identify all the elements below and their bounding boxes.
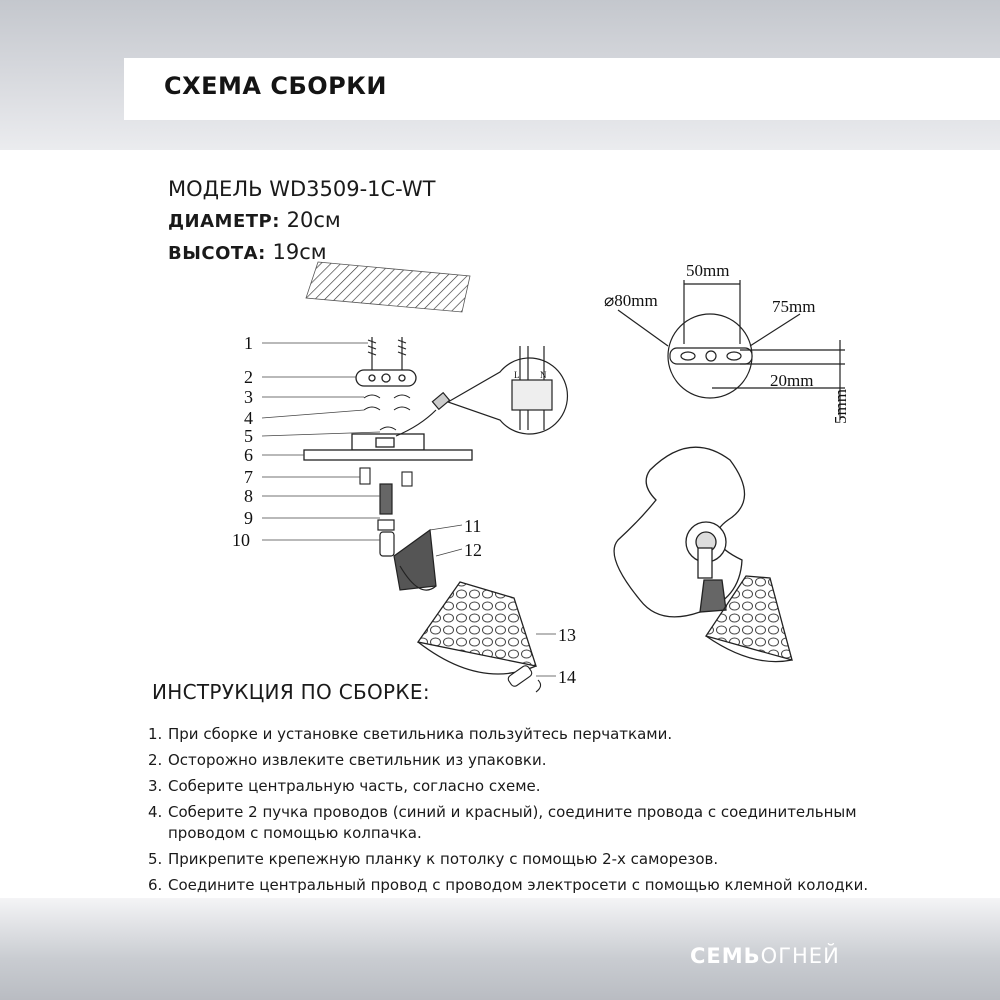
step-number: 4. <box>148 803 163 821</box>
part-number: 2 <box>244 367 253 387</box>
mounting-bar <box>356 370 416 386</box>
threaded-tube <box>378 484 394 530</box>
instruction-step <box>148 875 888 896</box>
height-label: ВЫСОТА: <box>168 243 266 264</box>
part-number: 11 <box>464 516 482 536</box>
fasteners <box>364 395 410 430</box>
page-title: СХЕМА СБОРКИ <box>164 72 387 100</box>
part-number: 12 <box>464 540 482 560</box>
canopy <box>304 434 472 460</box>
terminal-label-n: N <box>540 370 547 380</box>
height-value: 19см <box>272 240 327 264</box>
step-number: 6. <box>148 876 163 894</box>
wire-connector <box>396 393 450 436</box>
instructions-list <box>148 724 888 901</box>
step-number: 3. <box>148 777 163 795</box>
diameter-value: 20см <box>286 208 341 232</box>
step-number: 5. <box>148 850 163 868</box>
instructions-title: ИНСТРУКЦИЯ ПО СБОРКЕ: <box>152 680 430 704</box>
assembled-lamp <box>614 447 792 661</box>
instruction-step <box>148 750 888 771</box>
dimension-75mm: 75mm <box>772 297 816 316</box>
ceiling-hatch <box>306 262 470 312</box>
part-number: 8 <box>244 486 253 506</box>
step-number: 1. <box>148 725 163 743</box>
lower-screws <box>360 468 412 486</box>
step-text: Соберите 2 пучка проводов (синий и красный), соедините провода с соединительным проводом с помощью колпачка. <box>168 803 857 842</box>
dimension-50mm: 50mm <box>686 261 730 280</box>
part-number: 1 <box>244 333 253 353</box>
part-number: 5 <box>244 426 253 446</box>
step-text: Соедините центральный провод с проводом электросети с помощью клемной колодки. <box>168 876 869 894</box>
instruction-step <box>148 724 888 745</box>
screws <box>368 337 406 372</box>
part-number: 13 <box>558 625 576 645</box>
step-number: 2. <box>148 751 163 769</box>
footer-band <box>0 898 1000 1000</box>
dimension-20mm: 20mm <box>770 371 814 390</box>
dimension-80mm: ⌀80mm <box>604 291 658 310</box>
diameter-label: ДИАМЕТР: <box>168 211 280 232</box>
brand-logo <box>690 944 840 968</box>
bulb-part <box>507 664 541 692</box>
brand-light: ОГНЕЙ <box>760 944 840 968</box>
step-text: Осторожно извлеките светильник из упаковки. <box>168 751 547 769</box>
instruction-step <box>148 849 888 870</box>
lamp-shade <box>418 582 536 674</box>
terminal-label-l: L <box>514 370 520 380</box>
part-number: 4 <box>244 408 253 428</box>
dimension-5mm: 5mm <box>831 389 850 424</box>
model-line: МОДЕЛЬ WD3509-1C-WT <box>168 177 436 201</box>
step-text: При сборке и установке светильника пользуйтесь перчатками. <box>168 725 673 743</box>
swivel-joint <box>380 530 436 590</box>
part-number: 10 <box>232 530 250 550</box>
step-text: Соберите центральную часть, согласно схеме. <box>168 777 541 795</box>
part-number: 7 <box>244 467 253 487</box>
part-number: 6 <box>244 445 253 465</box>
part-number: 9 <box>244 508 253 528</box>
instruction-step <box>148 802 888 844</box>
part-number: 14 <box>558 667 576 687</box>
brand-bold: СЕМЬ <box>690 944 761 968</box>
instruction-step <box>148 776 888 797</box>
part-number: 3 <box>244 387 253 407</box>
step-text: Прикрепите крепежную планку к потолку с помощью 2-х саморезов. <box>168 850 719 868</box>
terminal-callout <box>448 346 567 434</box>
